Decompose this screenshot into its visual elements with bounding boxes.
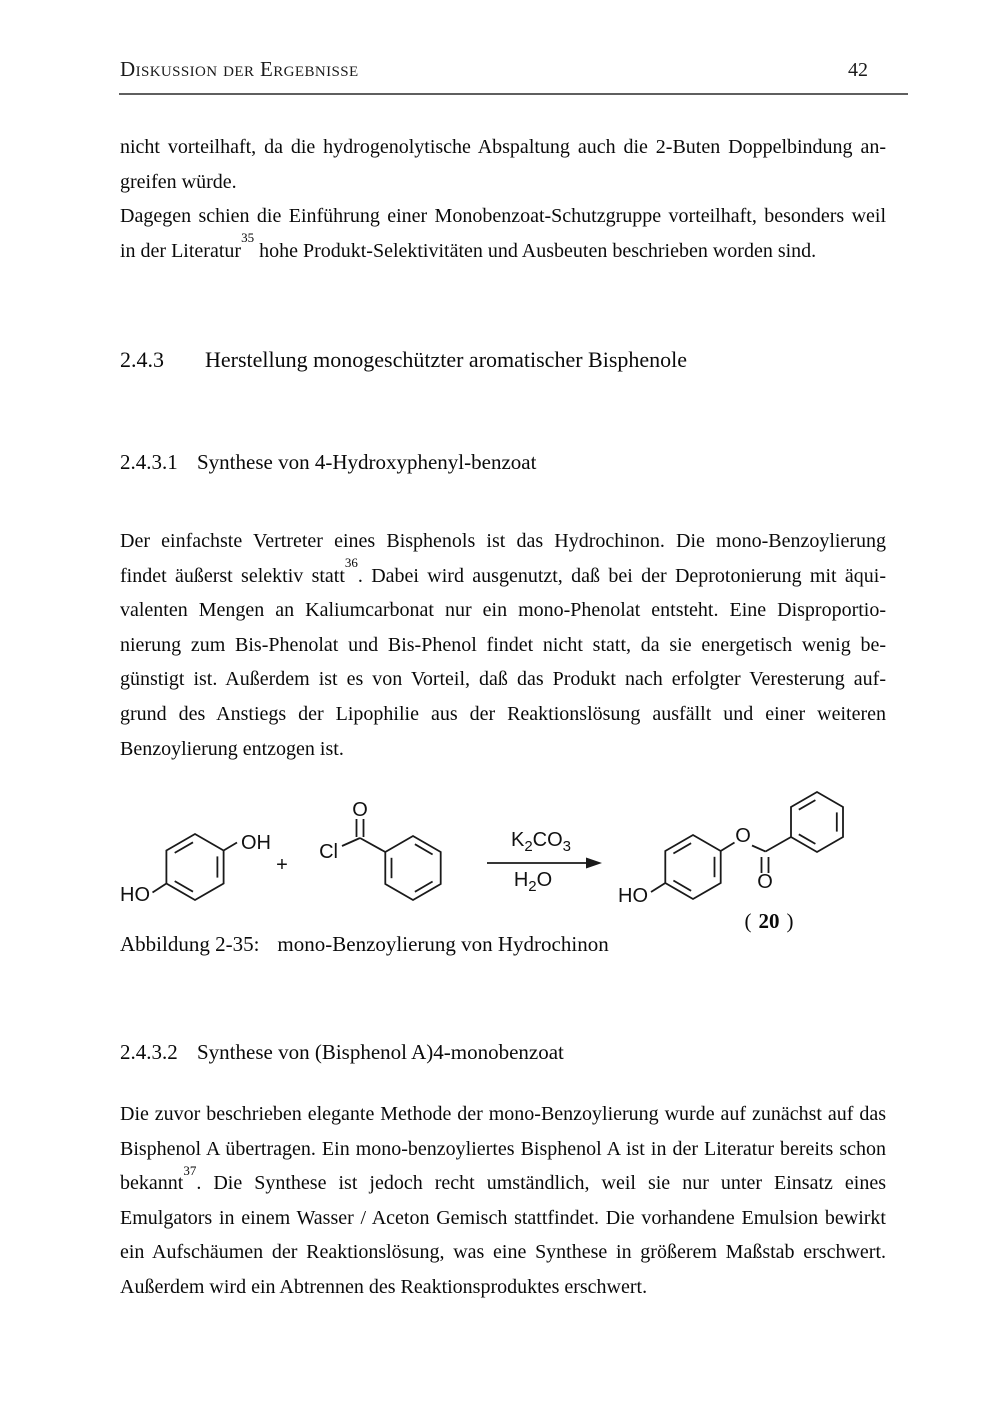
reagent-k2co3-label: $K_2CO_3$	[510, 829, 572, 855]
section-number: 2.4.3	[120, 347, 164, 372]
page-header	[120, 57, 868, 82]
section-title: Synthese von 4-Hydroxyphenyl-benzoat	[197, 450, 537, 474]
section-heading-2-4-3	[120, 347, 687, 373]
text-line: Emulgators in einem Wasser / Aceton Gemisch stattfindet. Die vorhandene Emulsion bewirkt	[120, 1206, 886, 1229]
page-number: 42	[848, 59, 868, 81]
header-divider	[119, 93, 908, 95]
hydroxyl-label-top: OH	[241, 832, 271, 854]
arrow-head	[586, 858, 602, 869]
section-heading-2-4-3-1	[120, 450, 536, 475]
chlorine-label: Cl	[319, 841, 338, 863]
footnote-ref-37: 37	[183, 1162, 197, 1178]
section-title: Herstellung monogeschützter aromatischer Bisphenole	[205, 347, 688, 372]
plus-sign: +	[276, 854, 288, 876]
footnote-ref-35: 35	[241, 230, 255, 246]
text-line: nicht vorteilhaft, da die hydrogenolytische Abspaltung auch die 2-Buten Doppelbindung an-	[120, 136, 886, 158]
bonds	[153, 819, 792, 893]
text-line: bekannt$^{37}$. Die Synthese ist jedoch recht umständlich, weil sie nur unter Einsatz eines	[120, 1162, 886, 1195]
text-line: Außerdem wird ein Abtrennen des Reaktionsproduktes erschwert.	[120, 1275, 648, 1298]
ester-oxygen-label: O	[735, 825, 751, 847]
section-number: 2.4.3.1	[120, 450, 178, 474]
text-line: Der einfachste Vertreter eines Bisphenols ist das Hydrochinon. Die mono-Benzoylierung	[120, 530, 886, 552]
running-title: Diskussion der Ergebnisse	[120, 57, 359, 81]
product-hydroxyl-label: HO	[618, 885, 648, 907]
figure-caption-label: Abbildung 2-35:	[120, 932, 260, 956]
text-line: Bisphenol A übertragen. Ein mono-benzoyliertes Bisphenol A ist in der Literatur bereits schon	[120, 1137, 886, 1160]
figure-caption	[120, 929, 609, 959]
section-heading-2-4-3-2	[120, 1040, 564, 1065]
paragraph-1	[120, 130, 886, 268]
compound-number-label: ( 20 )	[744, 909, 794, 933]
text-line: günstigt ist. Außerdem ist es von Vorteil, daß das Produkt nach erfolgter Veresterung auf-	[120, 668, 886, 691]
text-line: grund des Anstiegs der Lipophilie aus der Reaktionslösung ausfällt und einer weiteren	[120, 702, 886, 725]
text-line: greifen würde.	[120, 170, 237, 193]
text-line: in der Literatur$^{35}$ hohe Produkt-Selektivitäten und Ausbeuten beschrieben worden sind.	[120, 230, 817, 262]
section-number: 2.4.3.2	[120, 1040, 178, 1064]
solvent-h2o-label: $H_2O$	[513, 869, 553, 895]
text-line: nierung zum Bis-Phenolat und Bis-Phenol findet nicht statt, da sie energetisch wenig be-	[120, 633, 886, 656]
footnote-ref-36: 36	[344, 554, 358, 570]
paragraph-2	[120, 524, 886, 766]
carbonyl-oxygen-label: O	[352, 799, 368, 821]
figure-caption-text: mono-Benzoylierung von Hydrochinon	[277, 932, 609, 956]
reaction-scheme-figure	[100, 768, 900, 938]
product-carbonyl-oxygen-label: O	[757, 871, 773, 893]
section-title: Synthese von (Bisphenol A)4-monobenzoat	[197, 1040, 564, 1064]
text-line: Benzoylierung entzogen ist.	[120, 737, 344, 760]
hydroxyl-label-bottom: HO	[120, 884, 150, 906]
text-line: ein Aufschäumen der Reaktionslösung, was eine Synthese in größerem Maßstab erschwert.	[120, 1241, 886, 1264]
text-line: findet äußerst selektiv statt$^{36}$. Dabei wird ausgenutzt, daß bei der Deprotonierung mit äqui-	[120, 554, 886, 587]
text-line: Dagegen schien die Einführung einer Monobenzoat-Schutzgruppe vorteilhaft, besonders weil	[120, 205, 886, 228]
text-line: valenten Mengen an Kaliumcarbonat nur ein mono-Phenolat entsteht. Eine Disproportio-	[120, 599, 886, 622]
paragraph-3	[120, 1097, 886, 1305]
text-line: Die zuvor beschrieben elegante Methode der mono-Benzoylierung wurde auf zunächst auf das	[120, 1103, 886, 1125]
